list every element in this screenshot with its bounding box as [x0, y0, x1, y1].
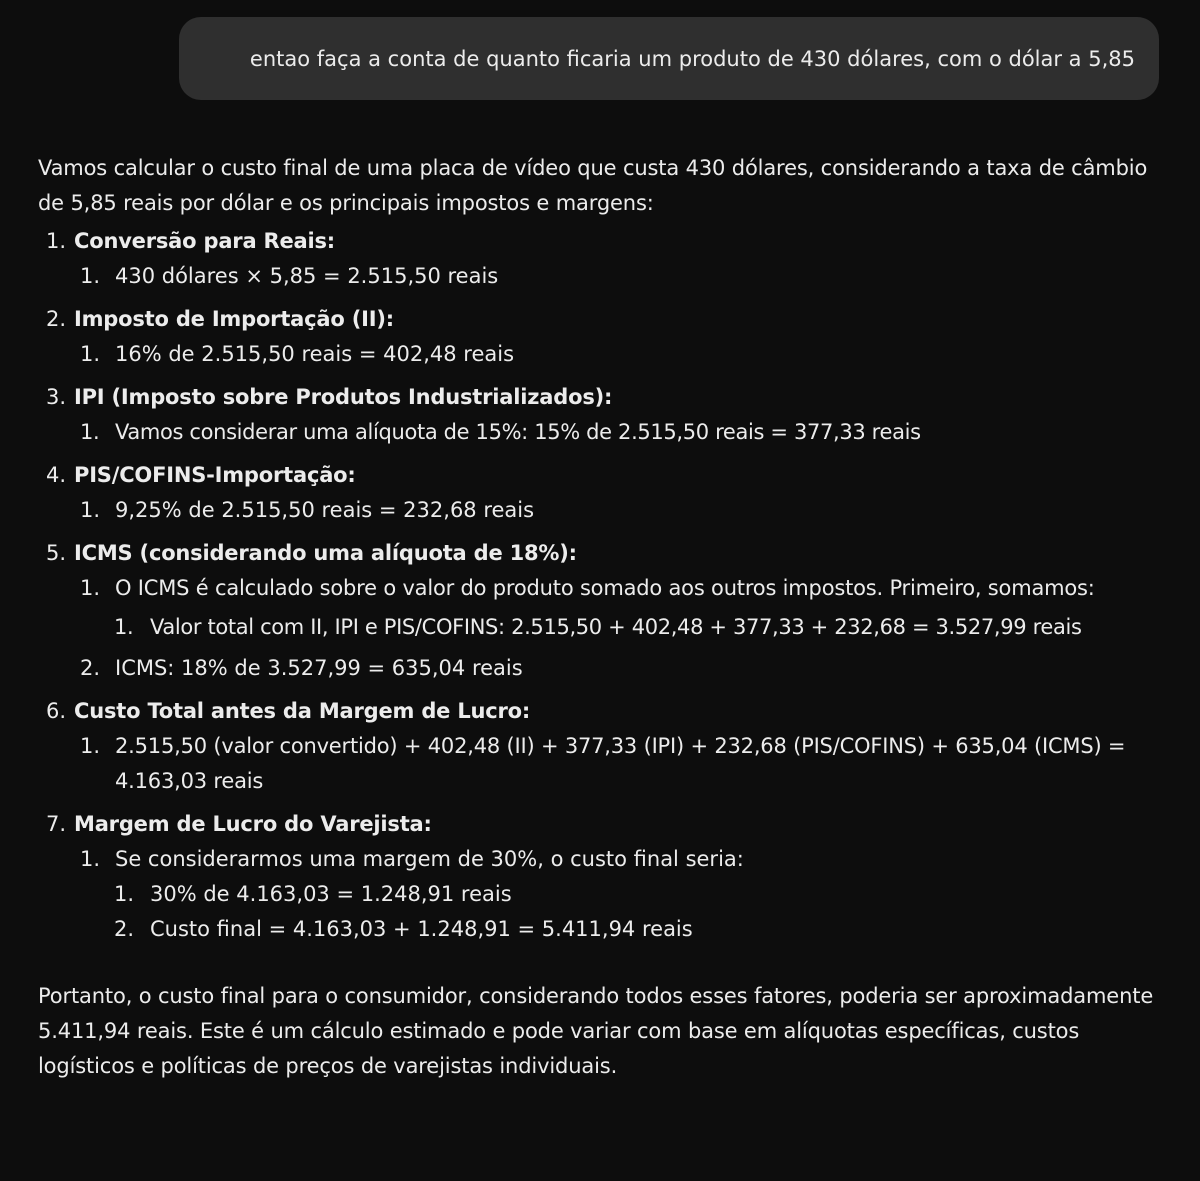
sub-item-number: 1.: [80, 420, 100, 445]
step-number: 2.: [46, 307, 67, 332]
step-title: Margem de Lucro do Varejista:: [74, 812, 432, 837]
steps-list: [38, 224, 1166, 947]
nested-sub-item: [74, 610, 1166, 645]
sub-item-number: 1.: [80, 342, 101, 367]
step-item: [38, 458, 1166, 528]
nested-sub-item-text: 30% de 4.163,03 = 1.248,91 reais: [150, 882, 512, 907]
sub-item: [74, 415, 1166, 450]
step-item: [38, 224, 1166, 294]
step-item: [38, 536, 1166, 686]
step-item: [38, 302, 1166, 372]
sub-item-text: 16% de 2.515,50 reais = 402,48 reais: [115, 342, 515, 367]
step-title: ICMS (considerando uma alíquota de 18%):: [74, 541, 577, 566]
sub-item-text: Se considerarmos uma margem de 30%, o custo final seria:: [115, 847, 744, 872]
sub-item-number: 2.: [80, 656, 101, 681]
sub-item-text: 430 dólares × 5,85 = 2.515,50 reais: [115, 264, 499, 289]
sub-item: [74, 651, 1166, 686]
sub-item-text: Vamos considerar uma alíquota de 15%: 15% de 2.515,50 reais = 377,33 reais: [115, 420, 921, 445]
nested-sub-item-number: 2.: [114, 917, 135, 942]
step-number: 1.: [46, 229, 67, 254]
step-item: [38, 380, 1166, 450]
sub-item: [74, 729, 1166, 799]
step-item: [38, 807, 1166, 947]
step-item: [38, 694, 1166, 799]
nested-sub-item-number: 1.: [114, 882, 135, 907]
step-title: Custo Total antes da Margem de Lucro:: [74, 699, 531, 724]
sub-item: [74, 493, 1166, 528]
sub-item-number: 1.: [80, 847, 101, 872]
nested-sub-item: [74, 912, 1166, 947]
step-title: IPI (Imposto sobre Produtos Industrializados):: [74, 385, 613, 410]
response-conclusion: Portanto, o custo final para o consumidor, considerando todos esses fatores, poderia ser aproximadamente 5.411,94 reais. Este é um cálculo estimado e pode variar com base em alíquotas específicas, custos logísticos e políticas de preços de varejistas individuais.: [38, 984, 1154, 1078]
sub-item-text: O ICMS é calculado sobre o valor do produto somado aos outros impostos. Primeiro, somamos:: [115, 576, 1095, 601]
sub-item: [74, 571, 1166, 606]
step-number: 6.: [46, 699, 67, 724]
step-title: Conversão para Reais:: [74, 229, 336, 254]
response-intro: Vamos calcular o custo final de uma placa de vídeo que custa 430 dólares, considerando a taxa de câmbio de 5,85 reais por dólar e os principais impostos e margens:: [38, 156, 1148, 215]
nested-sub-item: [74, 877, 1166, 912]
sub-item: [74, 842, 1166, 877]
sub-item-text: ICMS: 18% de 3.527,99 = 635,04 reais: [115, 656, 523, 681]
sub-item-number: 1.: [80, 576, 101, 601]
nested-sub-item-text: Valor total com II, IPI e PIS/COFINS: 2.515,50 + 402,48 + 377,33 + 232,68 = 3.527,99 reais: [150, 615, 1082, 640]
sub-item: [74, 337, 1166, 372]
step-title: PIS/COFINS-Importação:: [74, 463, 356, 488]
assistant-response: [38, 151, 1166, 1083]
nested-sub-item-text: Custo final = 4.163,03 + 1.248,91 = 5.411,94 reais: [150, 917, 693, 942]
user-message-text: entao faça a conta de quanto ficaria um produto de 430 dólares, com o dólar a 5,85: [249, 46, 1135, 71]
step-number: 7.: [46, 812, 67, 837]
step-title: Imposto de Importação (II):: [74, 307, 394, 332]
step-number: 4.: [46, 463, 67, 488]
sub-item-number: 1.: [80, 498, 101, 523]
sub-item-number: 1.: [80, 734, 101, 759]
sub-item-text: 2.515,50 (valor convertido) + 402,48 (II) + 377,33 (IPI) + 232,68 (PIS/COFINS) + 635,04 (ICMS) = 4.163,03 reais: [115, 734, 1126, 794]
user-message-bubble: [179, 17, 1159, 100]
step-number: 5.: [46, 541, 67, 566]
sub-item: [74, 259, 1166, 294]
step-number: 3.: [46, 385, 67, 410]
sub-item-text: 9,25% de 2.515,50 reais = 232,68 reais: [115, 498, 535, 523]
nested-sub-item-number: 1.: [114, 615, 134, 640]
sub-item-number: 1.: [80, 264, 101, 289]
